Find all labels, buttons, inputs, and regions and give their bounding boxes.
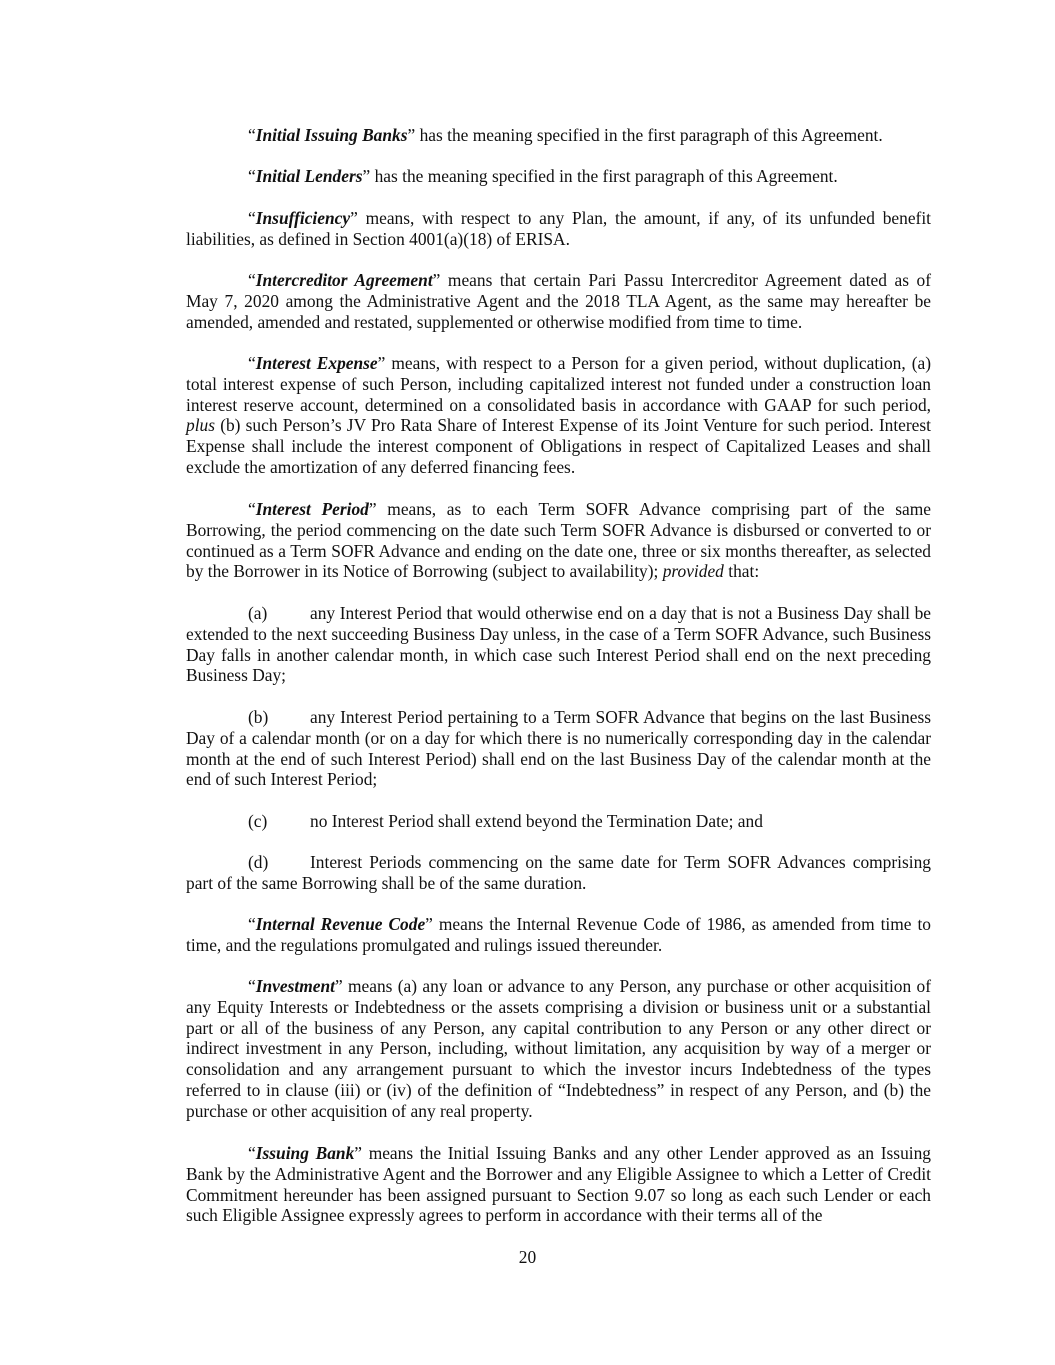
clause-label: (a) <box>248 603 268 623</box>
page-number: 20 <box>518 1247 537 1267</box>
clause-text: Interest Periods commencing on the same date for Term SOFR Advances comprising part of the same Borrowing shall be of the same duration. <box>186 852 931 893</box>
definition-initial-issuing-banks: “Initial Issuing Banks” has the meaning specified in the first paragraph of this Agreement. <box>248 125 883 145</box>
definition-text: means, with respect to a Person for a given period, without duplication, (a) total interest expense of such Person, including capitalized interest not funded under a construction loan interest reserve account, determined on a consolidated basis in accordance with GAAP for such period, <box>186 353 931 415</box>
interest-period-clause-a <box>186 603 931 686</box>
definition-intercreditor-agreement: “Intercreditor Agreement” means that certain Pari Passu Intercreditor Agreement dated as of May 7, 2020 among the Administrative Agent and the 2018 TLA Agent, as the same may hereafter be amended, amended and restated, supplemented or otherwise modified from time to time. <box>186 270 931 332</box>
defined-term: Issuing Bank <box>255 1143 355 1163</box>
definition-text: means the Internal Revenue Code of 1986, as amended from time to time, and the regulations promulgated and rulings issued thereunder. <box>186 914 931 955</box>
definition-insufficiency: “Insufficiency” means, with respect to any Plan, the amount, if any, of its unfunded benefit liabilities, as defined in Section 4001(a)(18) of ERISA. <box>186 208 931 249</box>
definition-internal-revenue-code: “Internal Revenue Code” means the Internal Revenue Code of 1986, as amended from time to time, and the regulations promulgated and rulings issued thereunder. <box>186 914 931 955</box>
defined-term: Internal Revenue Code <box>255 914 426 934</box>
definition-text: means, as to each Term SOFR Advance comprising part of the same Borrowing, the period commencing on the date such Term SOFR Advance is disbursed or converted to or continued as a Term SOFR Advance and ending on the date one, three or six months thereafter, as selected by the Borrower in its Notice of Borrowing (subject to availability); <box>186 499 931 582</box>
interest-period-clause-c <box>186 811 931 832</box>
interest-period-clause-d <box>186 852 931 894</box>
defined-term: Interest Expense <box>255 353 378 373</box>
definition-interest-period: “Interest Period” means, as to each Term SOFR Advance comprising part of the same Borrowing, the period commencing on the date such Term SOFR Advance is disbursed or converted to or continued as a Term SOFR Advance and ending on the date one, three or six months thereafter, as selected by the Borrower in its Notice of Borrowing (subject to availability); provided that: <box>186 499 931 582</box>
definition-text-continued: (b) such Person’s JV Pro Rata Share of Interest Expense of its Joint Venture for such period. Interest Expense shall include the interest component of Obligations in respect of Capitalized Leases and shall exclude the amortization of any deferred financing fees. <box>186 415 931 477</box>
clause-text: any Interest Period pertaining to a Term SOFR Advance that begins on the last Business Day of a calendar month (or on a day for which there is no numerically corresponding day in the calendar month at the end of such Interest Period) shall end on the last Business Day of the calendar month at the end of such Interest Period; <box>186 707 931 790</box>
definition-text: means that certain Pari Passu Intercreditor Agreement dated as of May 7, 2020 among the Administrative Agent and the 2018 TLA Agent, as the same may hereafter be amended, amended and restated, supplemented or otherwise modified from time to time. <box>186 270 931 332</box>
italic-word: plus <box>186 415 215 436</box>
defined-term: Insufficiency <box>255 208 351 228</box>
clause-text: no Interest Period shall extend beyond the Termination Date; and <box>310 811 763 831</box>
clause-text: any Interest Period that would otherwise end on a day that is not a Business Day shall be extended to the next succeeding Business Day unless, in the case of a Term SOFR Advance, such Business Day falls in another calendar month, in which case such Interest Period shall end on the next preceding Business Day; <box>186 603 931 686</box>
definition-investment: “Investment” means (a) any loan or advance to any Person, any purchase or other acquisition of any Equity Interests or Indebtedness or the assets comprising a division or business unit or a substantial part or all of the business of any Person, any capital contribution to any Person or any other direct or indirect investment in any Person, including, without limitation, any acquisition by way of a merger or consolidation and any arrangement pursuant to which the investor incurs Indebtedness of the types referred to in clause (iii) or (iv) of the definition of “Indebtedness” in respect of any Person, and (b) the purchase or other acquisition of any real property. <box>186 976 931 1121</box>
definition-text: has the meaning specified in the first paragraph of this Agreement. <box>374 166 838 186</box>
defined-term: Intercreditor Agreement <box>255 270 433 290</box>
definition-interest-expense: “Interest Expense” means, with respect to a Person for a given period, without duplication, (a) total interest expense of such Person, including capitalized interest not funded under a construction loan interest reserve account, determined on a consolidated basis in accordance with GAAP for such period, plus (b) such Person’s JV Pro Rata Share of Interest Expense of its Joint Venture for such period. Interest Expense shall include the interest component of Obligations in respect of Capitalized Leases and shall exclude the amortization of any deferred financing fees. <box>186 353 931 477</box>
definition-text-continued: that: <box>728 561 760 582</box>
interest-period-clause-b <box>186 707 931 790</box>
defined-term: Interest Period <box>255 499 369 519</box>
italic-word: provided <box>662 561 724 582</box>
clause-label: (b) <box>248 707 269 727</box>
defined-term: Investment <box>255 976 335 996</box>
clause-label: (d) <box>248 852 269 872</box>
definition-initial-lenders: “Initial Lenders” has the meaning specified in the first paragraph of this Agreement. <box>248 166 838 186</box>
clause-label: (c) <box>248 811 268 831</box>
definition-text: means the Initial Issuing Banks and any other Lender approved as an Issuing Bank by the Administrative Agent and the Borrower and any Eligible Assignee to which a Letter of Credit Commitment hereunder has been assigned pursuant to Section 9.07 so long as each such Lender or each such Eligible Assignee expressly agrees to perform in accordance with their terms all of the <box>186 1143 931 1226</box>
definition-text: means, with respect to any Plan, the amount, if any, of its unfunded benefit liabilities, as defined in Section 4001(a)(18) of ERISA. <box>186 208 931 249</box>
definition-text: has the meaning specified in the first paragraph of this Agreement. <box>419 125 883 145</box>
definition-issuing-bank: “Issuing Bank” means the Initial Issuing Banks and any other Lender approved as an Issuing Bank by the Administrative Agent and the Borrower and any Eligible Assignee to which a Letter of Credit Commitment hereunder has been assigned pursuant to Section 9.07 so long as each such Lender or each such Eligible Assignee expressly agrees to perform in accordance with their terms all of the <box>186 1143 931 1226</box>
defined-term: Initial Issuing Banks <box>255 125 408 145</box>
definition-text: means (a) any loan or advance to any Person, any purchase or other acquisition of any Equity Interests or Indebtedness or the assets comprising a division or business unit or a substantial part or all of the business of any Person, any capital contribution to any Person or any other direct or indirect investment in any Person, including, without limitation, any acquisition by way of a merger or consolidation and any arrangement pursuant to which the investor incurs Indebtedness of the types referred to in clause (iii) or (iv) of the definition of “Indebtedness” in respect of any Person, and (b) the purchase or other acquisition of any real property. <box>186 976 931 1121</box>
defined-term: Initial Lenders <box>255 166 363 186</box>
